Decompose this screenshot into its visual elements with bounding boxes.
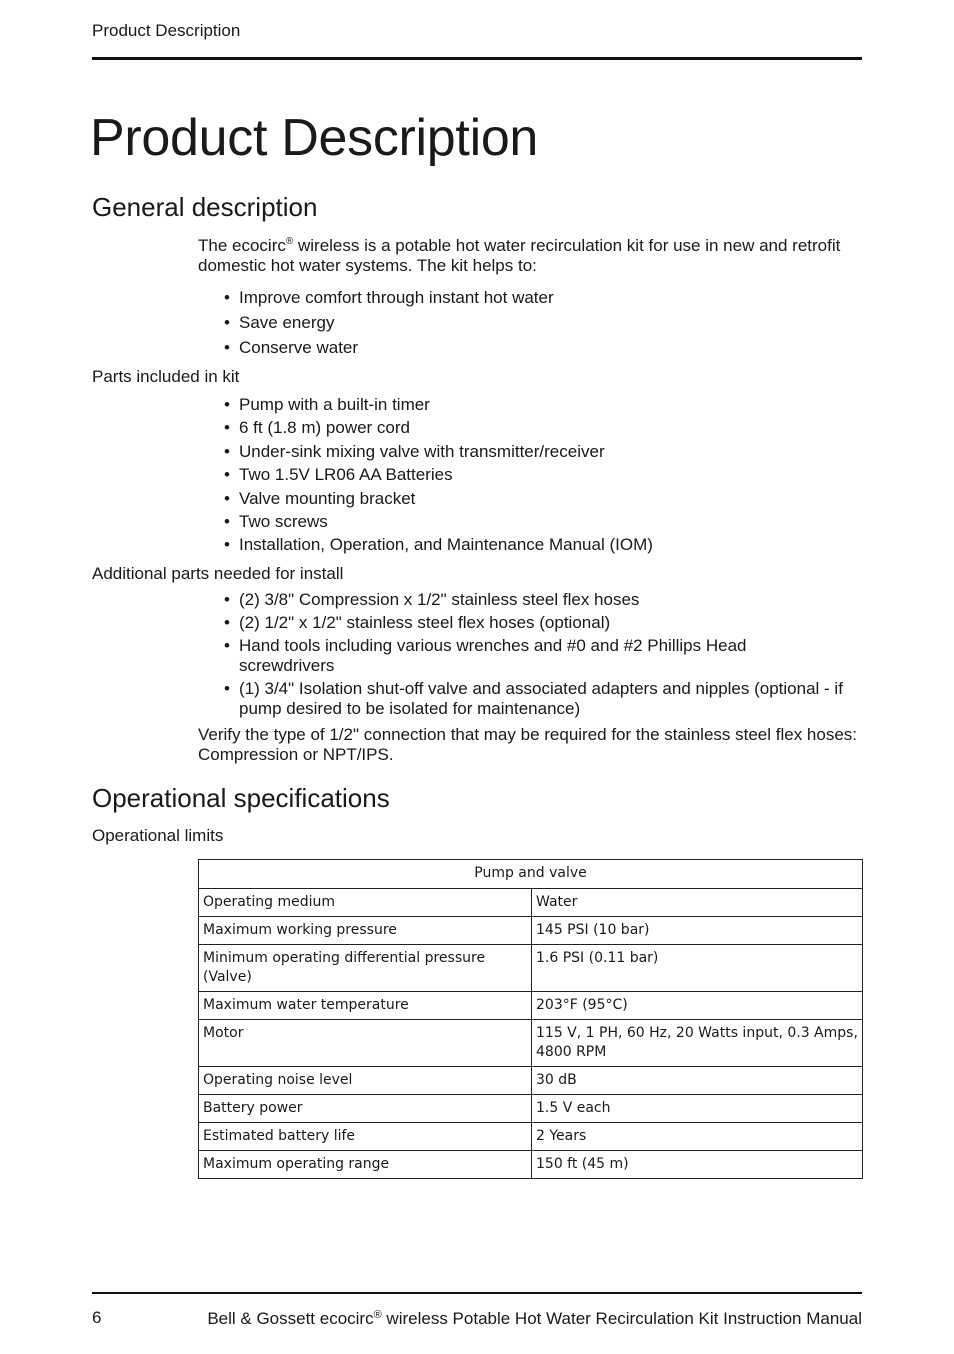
additional-parts-heading: Additional parts needed for install (92, 564, 344, 583)
list-item: • Valve mounting bracket (224, 487, 844, 510)
connection-note: Verify the type of 1/2" connection that may be required for the stainless steel flex hoses: Compression or NPT/IPS. (198, 725, 858, 764)
table-row (199, 1020, 863, 1067)
spec-value: 1.5 V each (532, 1095, 863, 1123)
footer-document-title (162, 1308, 862, 1330)
spec-value: 2 Years (532, 1123, 863, 1151)
spec-value: 115 V, 1 PH, 60 Hz, 20 Watts input, 0.3 Amps, 4800 RPM (532, 1020, 863, 1067)
additional-parts-list (224, 590, 844, 719)
general-description-heading: General description (92, 192, 318, 222)
spec-value: 203°F (95°C) (532, 992, 863, 1020)
list-item: • Improve comfort through instant hot water (224, 285, 844, 310)
list-item: • Hand tools including various wrenches and #0 and #2 Phillips Head screwdrivers (224, 636, 844, 676)
page-number: 6 (92, 1308, 102, 1327)
spec-label: Motor (199, 1020, 532, 1067)
table-row (199, 1123, 863, 1151)
list-item: • Installation, Operation, and Maintenance Manual (IOM) (224, 533, 844, 556)
registered-mark: ® (285, 236, 294, 247)
benefits-list (224, 285, 844, 360)
parts-included-heading: Parts included in kit (92, 367, 240, 386)
parts-included-list (224, 393, 844, 557)
spec-value: 30 dB (532, 1067, 863, 1095)
operational-limits-table (198, 859, 863, 1179)
table-header-row (199, 860, 863, 889)
header-rule (92, 57, 862, 60)
table-row (199, 889, 863, 917)
table-row (199, 992, 863, 1020)
list-item: • Under-sink mixing valve with transmitter/receiver (224, 440, 844, 463)
table-row (199, 1151, 863, 1179)
spec-label: Maximum water temperature (199, 992, 532, 1020)
table-row (199, 917, 863, 945)
list-item: • Two 1.5V LR06 AA Batteries (224, 463, 844, 486)
operational-limits-heading: Operational limits (92, 826, 224, 845)
spec-label: Maximum working pressure (199, 917, 532, 945)
spec-label: Estimated battery life (199, 1123, 532, 1151)
footer-registered-mark: ® (373, 1309, 382, 1321)
page-title: Product Description (90, 109, 539, 167)
table-row (199, 1095, 863, 1123)
table-row (199, 1067, 863, 1095)
list-item: • (2) 1/2" x 1/2" stainless steel flex hoses (optional) (224, 613, 844, 633)
list-item: • Two screws (224, 510, 844, 533)
spec-value: 145 PSI (10 bar) (532, 917, 863, 945)
spec-label: Operating noise level (199, 1067, 532, 1095)
footer-rule (92, 1292, 862, 1294)
footer-title-pre: Bell & Gossett ecocirc (207, 1309, 374, 1328)
spec-label: Operating medium (199, 889, 532, 917)
spec-value: 1.6 PSI (0.11 bar) (532, 945, 863, 992)
list-item: • (1) 3/4" Isolation shut-off valve and associated adapters and nipples (optional - if pump desired to be isolated for maintenance) (224, 679, 844, 719)
list-item: • Pump with a built-in timer (224, 393, 844, 416)
spec-value: 150 ft (45 m) (532, 1151, 863, 1179)
spec-label: Maximum operating range (199, 1151, 532, 1179)
intro-pre: The ecocirc (198, 236, 286, 255)
table-row (199, 945, 863, 992)
list-item: • Conserve water (224, 335, 844, 360)
list-item: • (2) 3/8" Compression x 1/2" stainless steel flex hoses (224, 590, 844, 610)
general-intro (198, 236, 862, 276)
spec-value: Water (532, 889, 863, 917)
spec-label: Minimum operating differential pressure (Valve) (199, 945, 532, 992)
table-caption: Pump and valve (199, 860, 863, 889)
intro-post: wireless is a potable hot water recirculation kit for use in new and retrofit domestic hot water systems. The kit helps to: (198, 236, 841, 275)
operational-specifications-heading: Operational specifications (92, 783, 390, 813)
running-header: Product Description (92, 21, 241, 40)
list-item: • Save energy (224, 310, 844, 335)
list-item: • 6 ft (1.8 m) power cord (224, 416, 844, 439)
spec-label: Battery power (199, 1095, 532, 1123)
footer-title-post: wireless Potable Hot Water Recirculation Kit Instruction Manual (381, 1309, 862, 1328)
